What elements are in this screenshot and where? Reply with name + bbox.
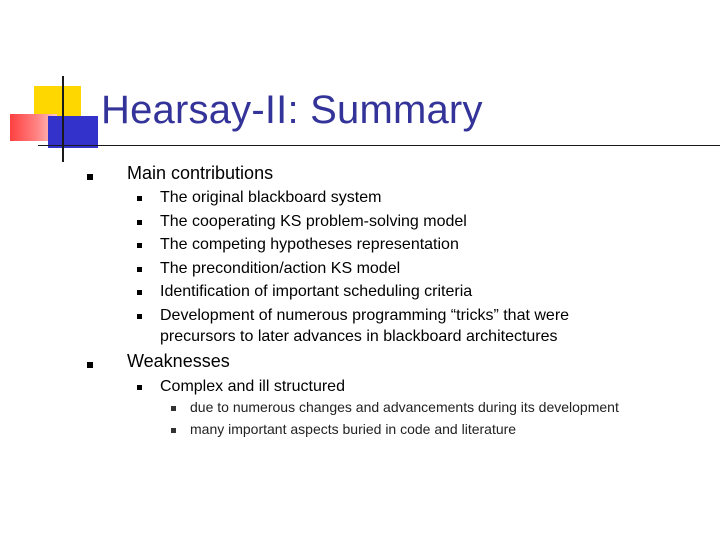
bullet-square-icon [137,267,142,272]
bullet-square-icon [137,220,142,225]
bullet-square-icon [137,314,142,319]
list-item: Complex and ill structured [160,378,345,395]
list-item: Development of numerous programming “tricks” that were [160,307,570,324]
list-item: The precondition/action KS model [160,260,401,277]
bullet-square-icon [171,406,176,411]
bullet-square-icon [87,362,93,368]
bullet-square-icon [171,428,176,433]
list-subitem: due to numerous changes and advancements during its development [190,399,619,415]
list-item: Identification of important scheduling criteria [160,283,473,300]
title-underline [38,145,720,146]
bullet-square-icon [87,174,93,180]
section-label-main-contributions: Main contributions [127,163,274,183]
slide-title: Hearsay-II: Summary [101,88,483,132]
list-subitem: many important aspects buried in code and literature [190,421,517,437]
list-item-continuation: precursors to later advances in blackboard architectures [160,328,558,345]
bullet-square-icon [137,385,142,390]
bullet-square-icon [137,243,142,248]
list-item: The competing hypotheses representation [160,236,459,253]
list-item: The original blackboard system [160,189,382,206]
section-label-weaknesses: Weaknesses [127,351,230,371]
list-item: The cooperating KS problem-solving model [160,213,467,230]
logo-blue-square [48,116,98,148]
bullet-square-icon [137,290,142,295]
bullet-square-icon [137,196,142,201]
logo-vertical-line [62,76,64,162]
